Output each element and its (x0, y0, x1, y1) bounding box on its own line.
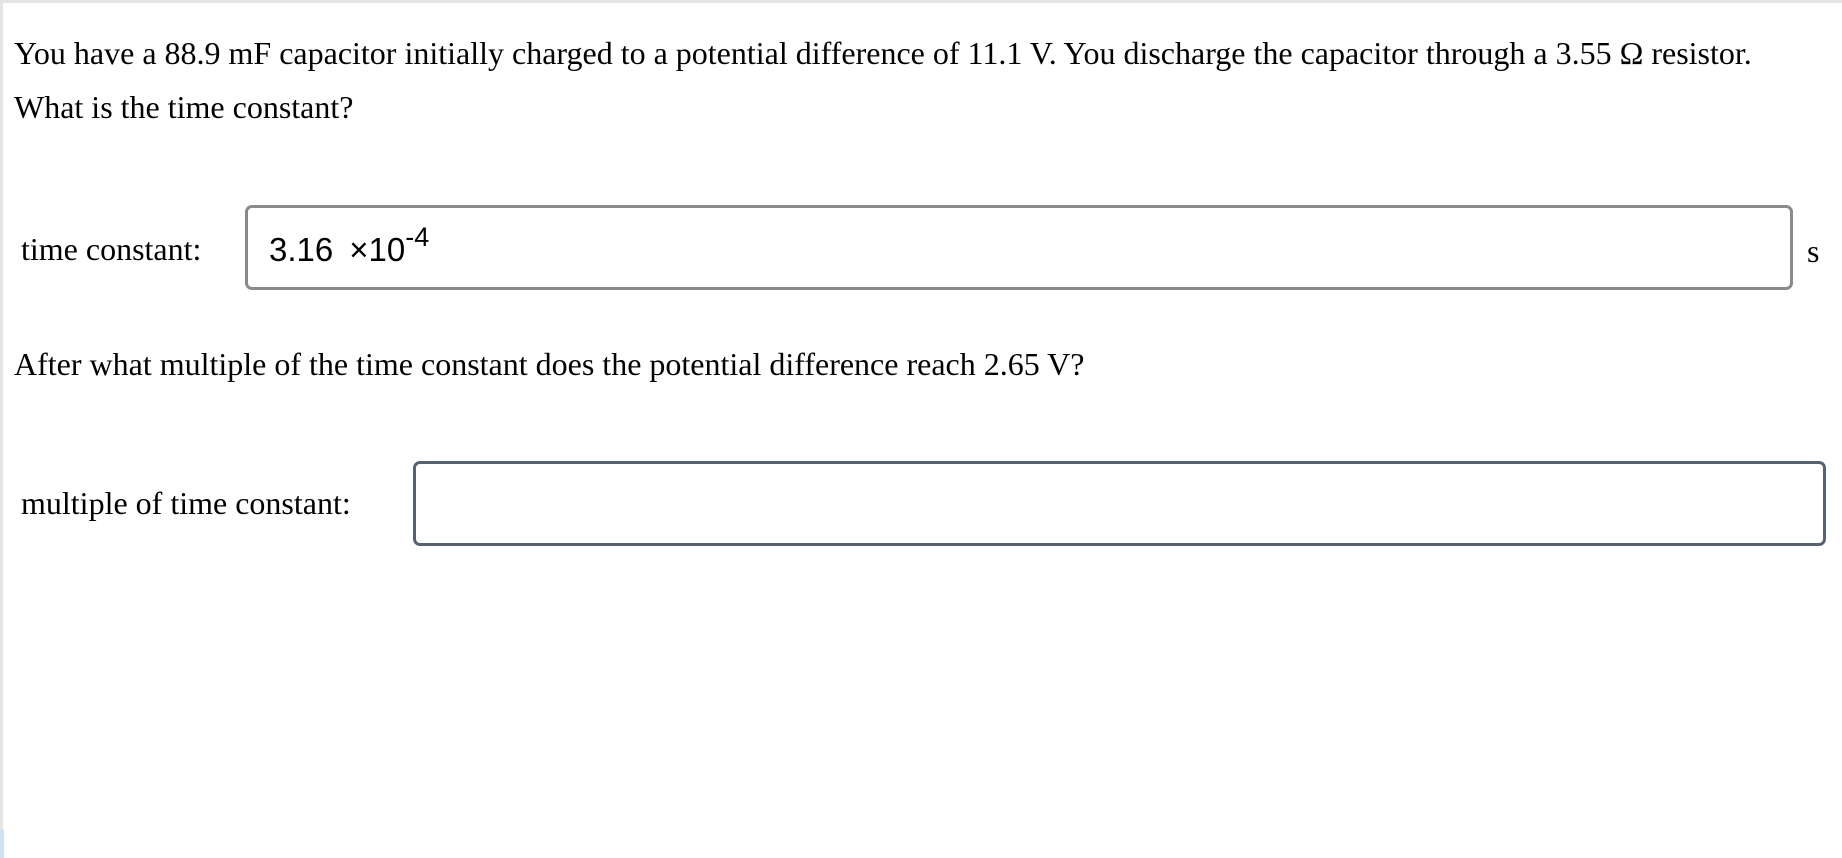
question-2-text: After what multiple of the time constant does the potential difference reach 2.65 V? (14, 346, 1085, 382)
page-edge-marker (0, 830, 4, 858)
multiple-answer-row (3, 461, 1842, 548)
time-constant-exponent: -4 (405, 222, 430, 252)
multiple-of-time-constant-label: multiple of time constant: (21, 485, 351, 521)
time-constant-mantissa: 3.16 (269, 231, 334, 268)
multiple-of-time-constant-input[interactable] (413, 461, 1826, 546)
time-constant-input[interactable] (245, 205, 1793, 290)
time-constant-label: time constant: (21, 231, 202, 267)
time-constant-answer-row (3, 205, 1842, 292)
time-constant-unit: s (1807, 233, 1820, 269)
question-1-text: You have a 88.9 mF capacitor initially charged to a potential difference of 11.1 V. You discharge the capacitor through a 3.55 Ω resistor. What is the time constant? (14, 35, 1752, 125)
time-constant-value (269, 222, 430, 268)
times-ten-symbol: ×10 (349, 231, 406, 268)
